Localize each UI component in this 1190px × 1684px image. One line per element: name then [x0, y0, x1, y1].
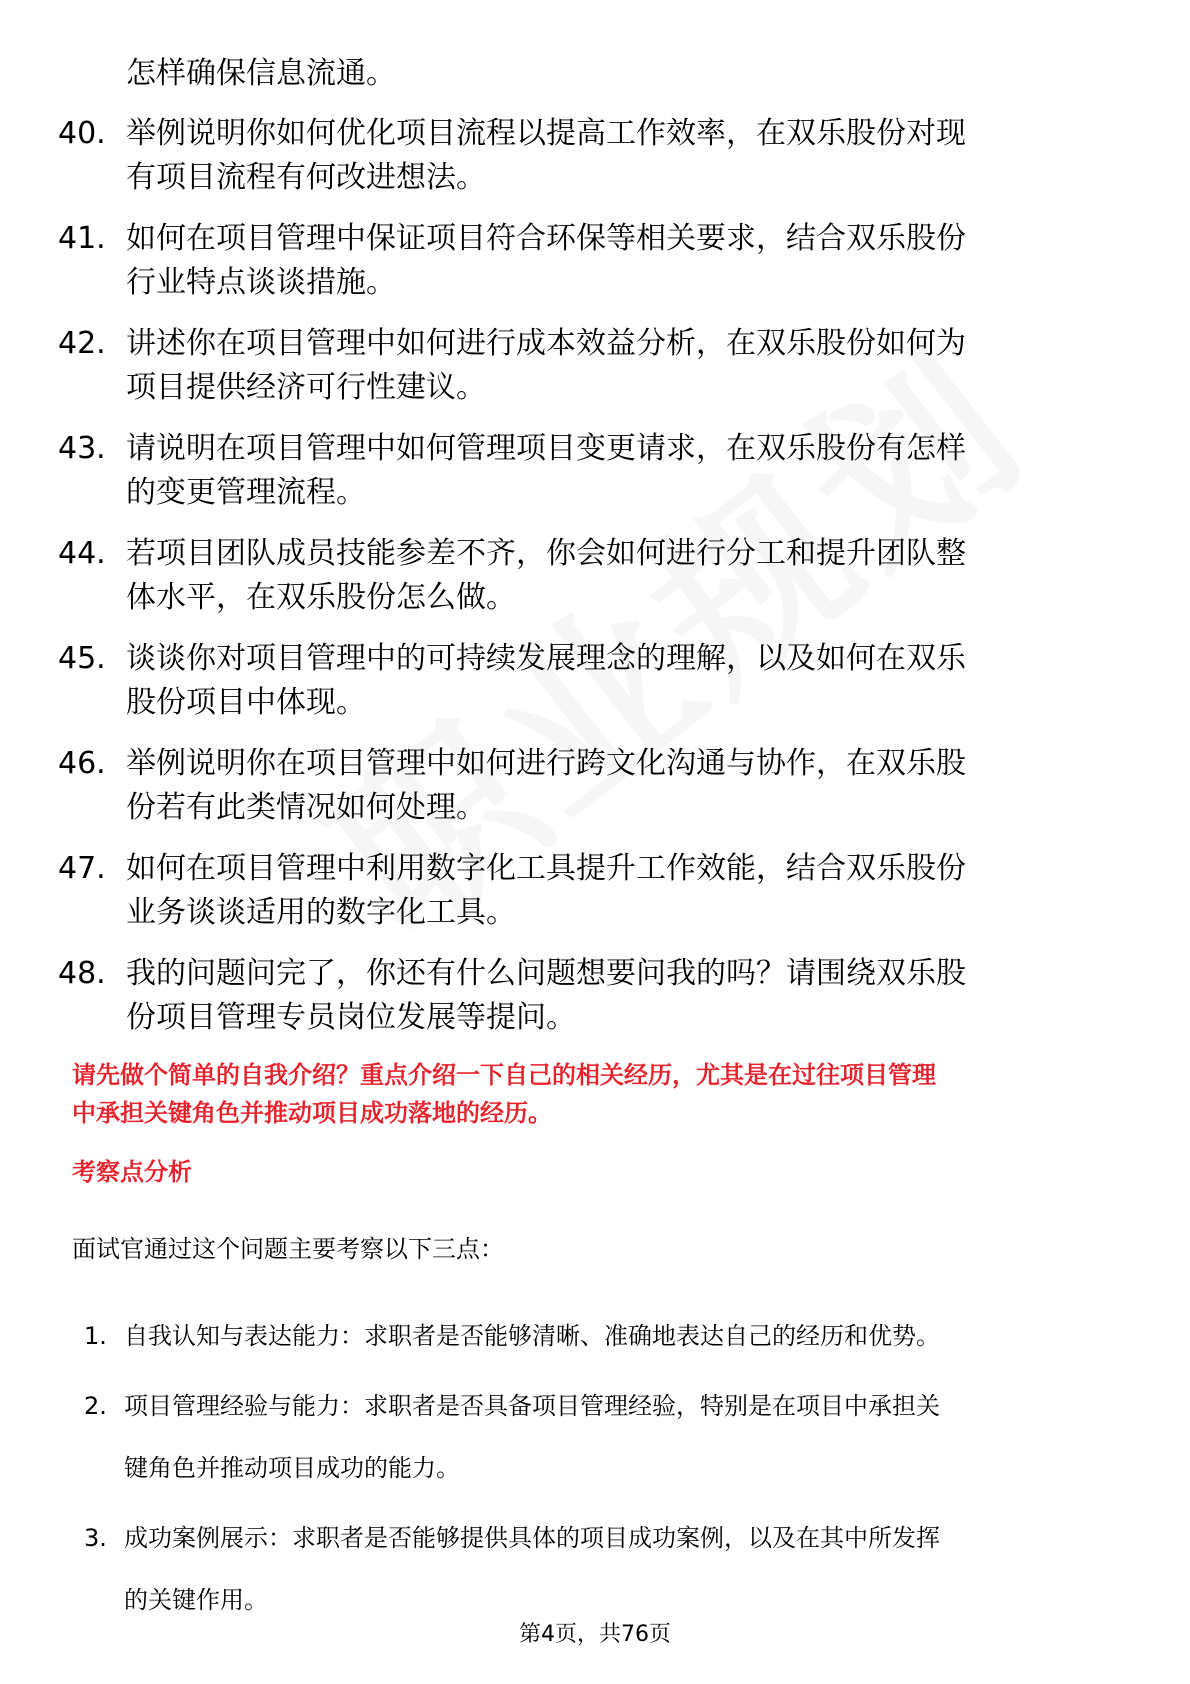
question-text-line2: 股份项目中体现。	[126, 685, 366, 720]
question-text-line1: 我的问题问完了，你还有什么问题想要问我的吗？请围绕双乐股	[126, 956, 966, 991]
assessment-point	[84, 1305, 1124, 1367]
question-item	[58, 847, 1118, 935]
question-text-line2: 体水平，在双乐股份怎么做。	[126, 580, 516, 615]
page-footer: 第4页，共76页	[519, 1622, 671, 1647]
highlighted-question-line1: 请先做个简单的自我介绍？重点介绍一下自己的相关经历，尤其是在过往项目管理	[72, 1061, 936, 1089]
intro-text: 面试官通过这个问题主要考察以下三点：	[72, 1235, 504, 1263]
question-item	[58, 322, 1118, 410]
point-text-line2: 的关键作用。	[124, 1586, 268, 1614]
point-number: 1.	[84, 1322, 107, 1350]
section-title: 考察点分析	[72, 1158, 192, 1186]
question-text-line2: 有项目流程有何改进想法。	[126, 160, 486, 195]
question-item	[58, 742, 1118, 830]
point-text-line1: 成功案例展示：求职者是否能够提供具体的项目成功案例，以及在其中所发挥	[124, 1524, 940, 1552]
question-text-line2: 业务谈谈适用的数字化工具。	[126, 895, 516, 930]
question-text-line1: 如何在项目管理中利用数字化工具提升工作效能，结合双乐股份	[126, 851, 966, 886]
question-item	[58, 427, 1118, 515]
question-text-line2: 份项目管理专员岗位发展等提问。	[126, 1000, 576, 1035]
question-item	[58, 217, 1118, 305]
question-text-line1: 讲述你在项目管理中如何进行成本效益分析，在双乐股份如何为	[126, 326, 966, 361]
question-text-line1: 请说明在项目管理中如何管理项目变更请求，在双乐股份有怎样	[126, 431, 966, 466]
question-list	[58, 112, 1118, 1057]
question-text-line1: 若项目团队成员技能参差不齐，你会如何进行分工和提升团队整	[126, 536, 966, 571]
question-continuation: 怎样确保信息流通。	[126, 56, 396, 91]
question-number: 44.	[58, 536, 106, 571]
question-text-line2: 项目提供经济可行性建议。	[126, 370, 486, 405]
point-text-line1: 项目管理经验与能力：求职者是否具备项目管理经验，特别是在项目中承担关	[124, 1392, 940, 1420]
question-text-line2: 的变更管理流程。	[126, 475, 366, 510]
question-number: 43.	[58, 431, 106, 466]
point-text-line2: 键角色并推动项目成功的能力。	[124, 1454, 460, 1482]
assessment-points	[84, 1305, 1124, 1639]
question-text-line2: 份若有此类情况如何处理。	[126, 790, 486, 825]
question-number: 47.	[58, 851, 106, 886]
question-item	[58, 532, 1118, 620]
question-number: 46.	[58, 746, 106, 781]
question-text-line2: 行业特点谈谈措施。	[126, 265, 396, 300]
question-text-line1: 举例说明你如何优化项目流程以提高工作效率，在双乐股份对现	[126, 116, 966, 151]
question-number: 48.	[58, 956, 106, 991]
point-number: 3.	[84, 1524, 107, 1552]
question-number: 40.	[58, 116, 106, 151]
question-text-line1: 如何在项目管理中保证项目符合环保等相关要求，结合双乐股份	[126, 221, 966, 256]
question-item	[58, 637, 1118, 725]
point-text-line1: 自我认知与表达能力：求职者是否能够清晰、准确地表达自己的经历和优势。	[124, 1322, 940, 1350]
question-number: 42.	[58, 326, 106, 361]
question-text-line1: 举例说明你在项目管理中如何进行跨文化沟通与协作，在双乐股	[126, 746, 966, 781]
point-number: 2.	[84, 1392, 107, 1420]
highlighted-question	[72, 1056, 1122, 1132]
question-text-line1: 谈谈你对项目管理中的可持续发展理念的理解，以及如何在双乐	[126, 641, 966, 676]
question-item	[58, 952, 1118, 1040]
assessment-point	[84, 1507, 1124, 1631]
question-item	[58, 112, 1118, 200]
question-number: 41.	[58, 221, 106, 256]
assessment-point	[84, 1375, 1124, 1499]
question-number: 45.	[58, 641, 106, 676]
highlighted-question-line2: 中承担关键角色并推动项目成功落地的经历。	[72, 1099, 552, 1127]
